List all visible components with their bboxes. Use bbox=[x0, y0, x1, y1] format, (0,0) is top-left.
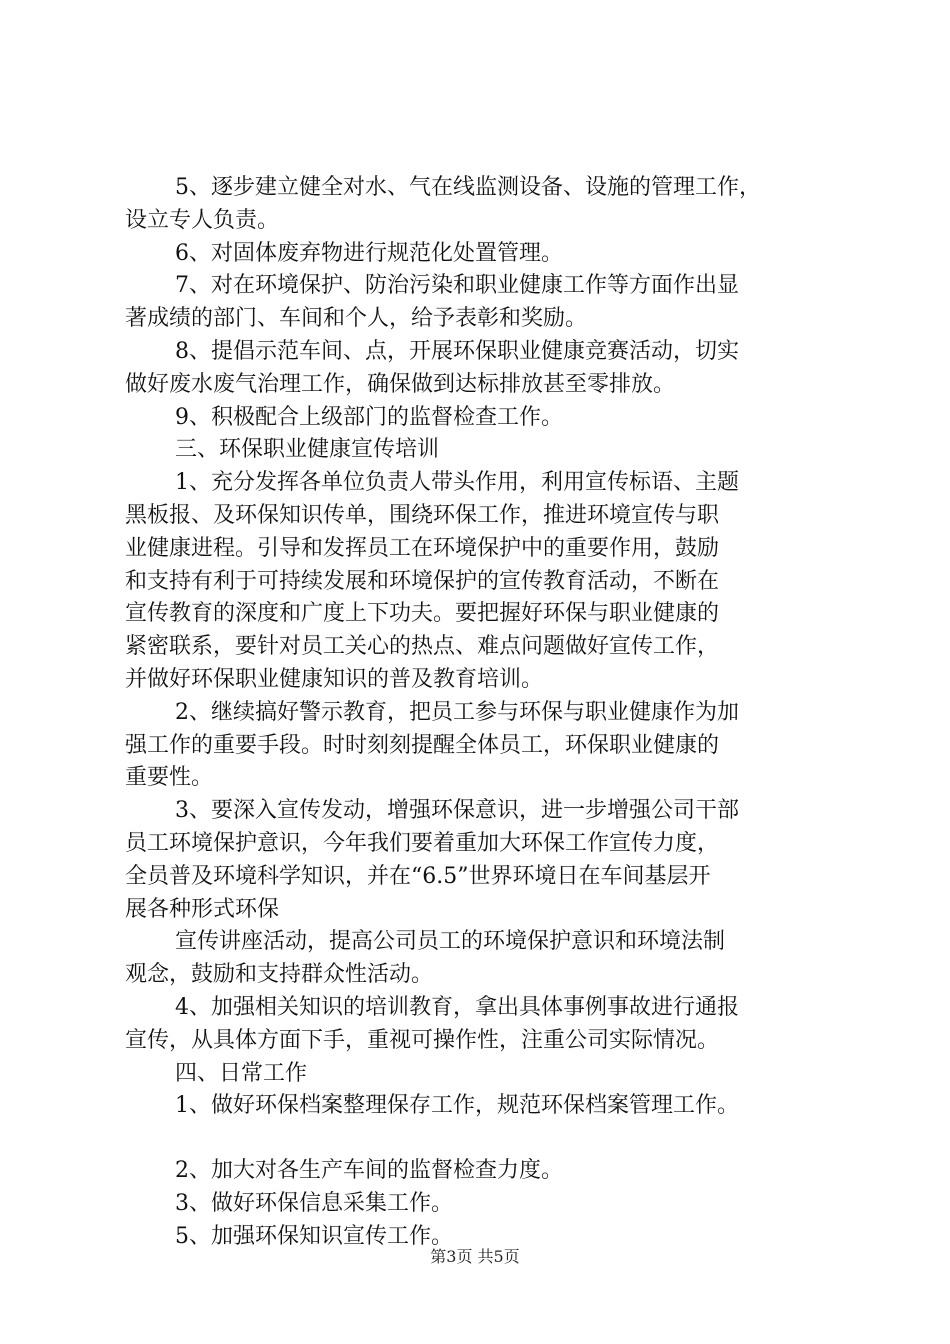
page-number-footer: 第3页 共5页 bbox=[430, 1247, 520, 1266]
paragraph-line: 2、加大对各生产车间的监督检查力度。 bbox=[175, 1158, 563, 1184]
paragraph-line: 4、加强相关知识的培训教育，拿出具体事例事故进行通报 bbox=[175, 994, 739, 1020]
paragraph-line: 宣传讲座活动，提高公司员工的环境保护意识和环境法制 bbox=[175, 929, 726, 955]
paragraph-line: 重要性。 bbox=[125, 765, 214, 791]
paragraph-line: 2、继续搞好警示教育，把员工参与环保与职业健康作为加 bbox=[175, 699, 739, 725]
paragraph-line: 3、做好环保信息采集工作。 bbox=[175, 1190, 453, 1216]
paragraph-line: 和支持有利于可持续发展和环境保护的宣传教育活动，不断在 bbox=[125, 568, 720, 594]
paragraph-line: 3、要深入宣传发动，增强环保意识，进一步增强公司干部 bbox=[175, 798, 739, 824]
paragraph-line: 1、充分发挥各单位负责人带头作用，利用宣传标语、主题 bbox=[175, 470, 739, 496]
paragraph-line: 全员普及环境科学知识，并在“6.5”世界环境日在车间基层开 bbox=[125, 863, 711, 889]
paragraph-line: 业健康进程。引导和发挥员工在环境保护中的重要作用，鼓励 bbox=[125, 535, 720, 561]
paragraph-line: 宣传，从具体方面下手，重视可操作性，注重公司实际情况。 bbox=[125, 1027, 720, 1053]
paragraph-line: 紧密联系，要针对员工关心的热点、难点问题做好宣传工作， bbox=[125, 634, 720, 660]
paragraph-line: 5、加强环保知识宣传工作。 bbox=[175, 1223, 453, 1249]
paragraph-line: 8、提倡示范车间、点，开展环保职业健康竞赛活动，切实 bbox=[175, 338, 739, 364]
paragraph-line: 黑板报、及环保知识传单，围绕环保工作，推进环境宣传与职 bbox=[125, 502, 720, 528]
paragraph-line: 6、对固体废弃物进行规范化处置管理。 bbox=[175, 240, 563, 266]
paragraph-line: 设立专人负责。 bbox=[125, 207, 280, 233]
paragraph-line: 强工作的重要手段。时时刻刻提醒全体员工，环保职业健康的 bbox=[125, 732, 720, 758]
paragraph-line: 展各种形式环保 bbox=[125, 896, 280, 922]
paragraph-line: 著成绩的部门、车间和个人，给予表彰和奖励。 bbox=[125, 306, 588, 332]
paragraph-line: 1、做好环保档案整理保存工作，规范环保档案管理工作。 bbox=[175, 1093, 739, 1119]
paragraph-line: 7、对在环境保护、防治污染和职业健康工作等方面作出显 bbox=[175, 273, 739, 299]
paragraph-line: 观念，鼓励和支持群众性活动。 bbox=[125, 962, 434, 988]
paragraph-line: 员工环境保护意识，今年我们要着重加大环保工作宣传力度， bbox=[125, 830, 720, 856]
paragraph-line: 并做好环保职业健康知识的普及教育培训。 bbox=[125, 666, 544, 692]
paragraph-line: 做好废水废气治理工作，确保做到达标排放甚至零排放。 bbox=[125, 371, 676, 397]
paragraph-line: 5、逐步建立健全对水、气在线监测设备、设施的管理工作， bbox=[175, 175, 761, 200]
paragraph-line: 宣传教育的深度和广度上下功夫。要把握好环保与职业健康的 bbox=[125, 601, 720, 627]
paragraph-line: 9、积极配合上级部门的监督检查工作。 bbox=[175, 404, 563, 430]
document-body bbox=[125, 172, 840, 1254]
section-heading: 四、日常工作 bbox=[175, 1060, 308, 1086]
section-heading: 三、环保职业健康宣传培训 bbox=[175, 437, 440, 463]
